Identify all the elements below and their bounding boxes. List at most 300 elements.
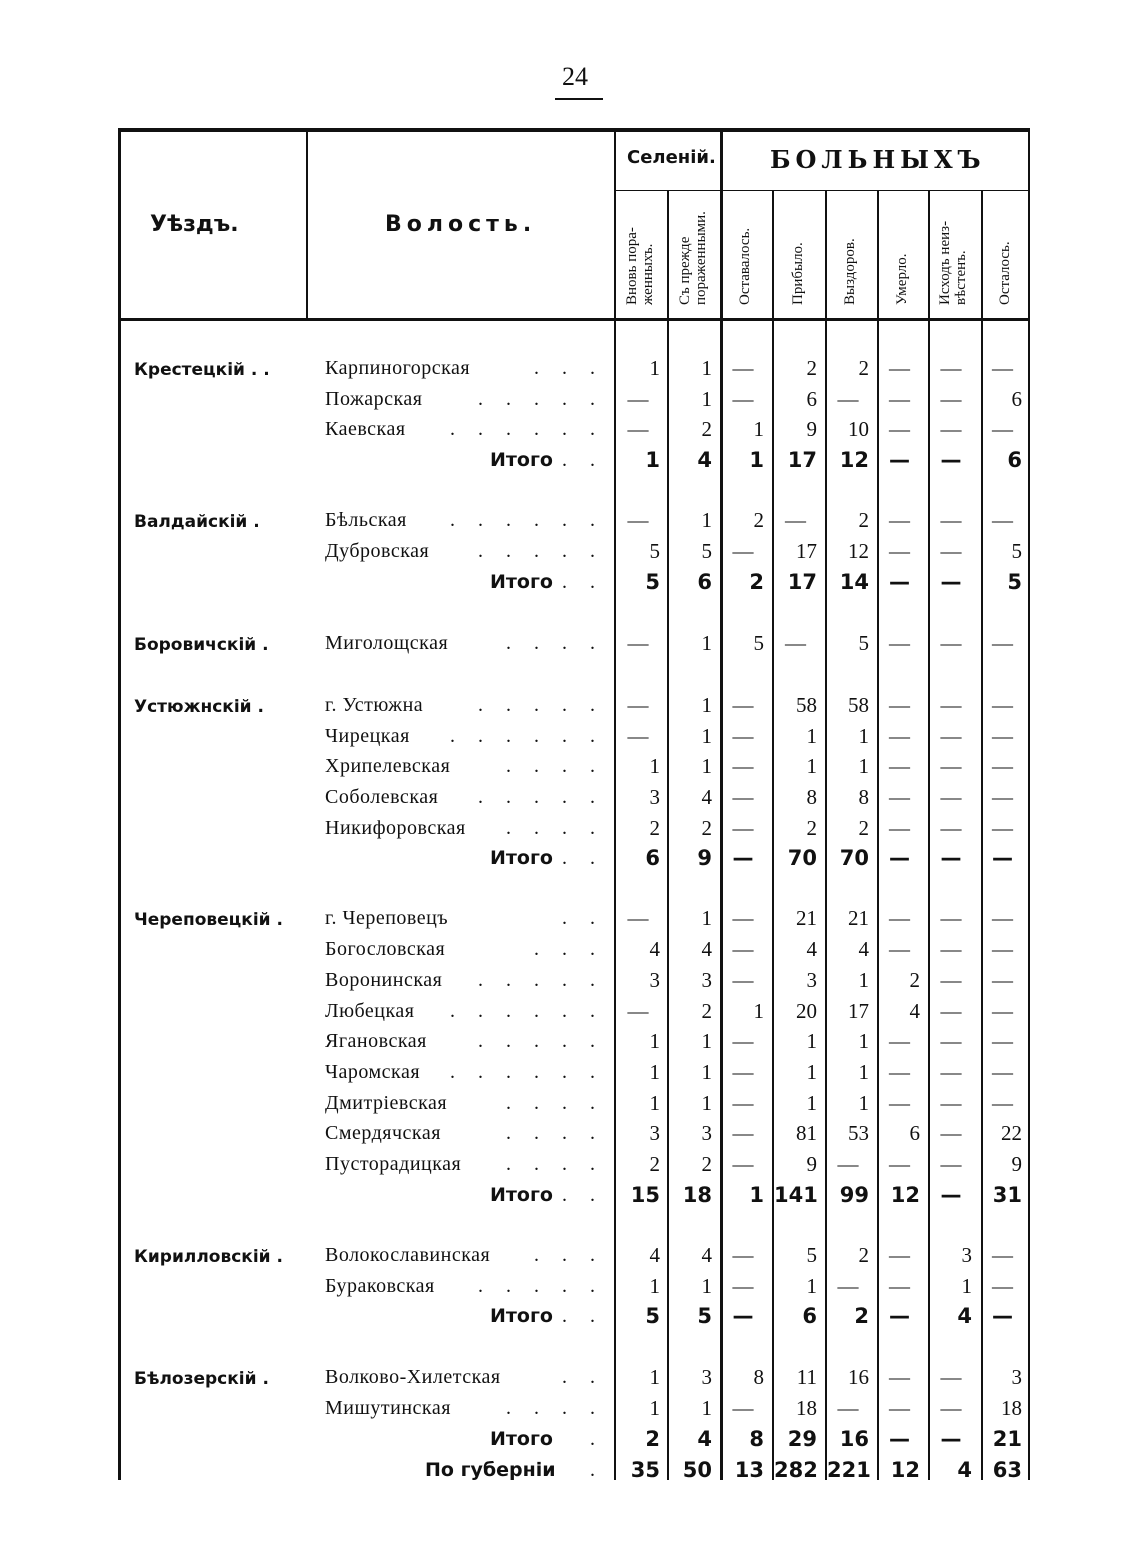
table-cell: — [992, 508, 1013, 532]
table-cell: 5 [701, 539, 712, 563]
column-header: Оставалось. [737, 227, 753, 305]
table-cell: 5 [645, 570, 660, 594]
table-cell: 2 [701, 816, 712, 840]
table-cell: 29 [787, 1427, 817, 1451]
table-cell: — [889, 570, 910, 594]
table-cell: — [889, 1091, 910, 1115]
table-cell: 21 [796, 906, 817, 930]
table-cell: 1 [858, 1060, 869, 1084]
volost-name: Бѣльская [325, 509, 407, 531]
table-cell: 5 [858, 631, 869, 655]
table-cell: — [992, 816, 1013, 840]
table-cell: 1 [649, 356, 660, 380]
column-header: Исходъ неиз- вѣстенъ. [937, 220, 969, 305]
table-cell: — [732, 1396, 754, 1420]
volost-name: Миголощская [325, 632, 449, 654]
dot-leader: . . . . . . [450, 725, 604, 747]
table-cell: — [992, 968, 1013, 992]
uezd-name: Устюжнскій . [134, 697, 264, 717]
table-cell: 4 [701, 937, 712, 961]
table-cell: — [732, 906, 754, 930]
table-cell: — [992, 1029, 1013, 1053]
table-cell: 4 [858, 937, 869, 961]
table-cell: — [889, 448, 910, 472]
table-cell: 1 [645, 448, 660, 472]
table-cell: — [992, 631, 1013, 655]
uezd-name: Валдайскій . [134, 512, 260, 532]
table-cell: — [940, 570, 962, 594]
uezd-name: Бѣлозерскій . [134, 1369, 269, 1389]
table-cell: — [889, 1304, 910, 1328]
table-cell: 1 [806, 1091, 817, 1115]
dot-leader: . . . [534, 1244, 604, 1266]
table-cell: 70 [787, 846, 817, 870]
table-cell: 3 [806, 968, 817, 992]
table-cell: 2 [649, 816, 660, 840]
table-cell: 6 [1007, 448, 1022, 472]
table-cell: 12 [839, 448, 869, 472]
table-cell: 1 [749, 1183, 764, 1207]
table-cell: 2 [806, 356, 817, 380]
table-cell: — [940, 539, 962, 563]
table-cell: — [732, 539, 754, 563]
table-cell: 2 [753, 508, 764, 532]
table-cell: 2 [858, 816, 869, 840]
table-cell: — [992, 999, 1013, 1023]
table-cell: — [992, 846, 1013, 870]
page-number: 24 [562, 62, 588, 91]
table-cell: — [992, 1091, 1013, 1115]
table-cell: — [940, 356, 962, 380]
table-cell: 4 [649, 937, 660, 961]
table-cell: — [837, 387, 859, 411]
volost-name: Богословская [325, 938, 446, 960]
table-cell: — [992, 906, 1013, 930]
table-cell: 9 [1011, 1152, 1022, 1176]
dot-leader: . . [562, 571, 604, 593]
volost-name: Никифоровская [325, 817, 466, 839]
dot-leader: . . [562, 847, 604, 869]
table-cell: 4 [909, 999, 920, 1023]
table-cell: — [940, 785, 962, 809]
table-cell: — [940, 1060, 962, 1084]
table-cell: 21 [992, 1427, 1022, 1451]
table-cell: — [889, 1060, 910, 1084]
table-cell: 35 [630, 1458, 660, 1482]
column-header: Вновь пора- женныхъ. [624, 227, 656, 305]
table-cell: — [627, 417, 649, 441]
table-cell: 8 [749, 1427, 764, 1451]
table-cell: 5 [806, 1243, 817, 1267]
table-cell: — [940, 1152, 962, 1176]
table-cell: — [992, 1274, 1013, 1298]
table-cell: — [627, 999, 649, 1023]
table-cell: — [627, 387, 649, 411]
table-cell: 22 [1001, 1121, 1022, 1145]
dot-leader: . [590, 1428, 604, 1450]
table-cell: — [889, 816, 910, 840]
volost-name: Волково-Хилетская [325, 1366, 501, 1388]
page-number-underline [555, 98, 603, 100]
table-cell: 1 [649, 1029, 660, 1053]
total-label: Итого [490, 1184, 553, 1206]
table-cell: 4 [649, 1243, 660, 1267]
table-cell: 16 [848, 1365, 869, 1389]
total-label: Итого [490, 1428, 553, 1450]
table-cell: 3 [649, 968, 660, 992]
table-cell: 20 [796, 999, 817, 1023]
table-cell: 11 [796, 1365, 817, 1389]
table-cell: — [940, 846, 962, 870]
table-cell: 9 [806, 417, 817, 441]
volost-name: Хрипелевская [325, 755, 451, 777]
table-cell: 31 [992, 1183, 1022, 1207]
table-cell: 1 [701, 1091, 712, 1115]
table-cell: 4 [701, 1243, 712, 1267]
table-cell: 1 [806, 1060, 817, 1084]
table-cell: 1 [701, 724, 712, 748]
table-cell: — [940, 968, 962, 992]
table-cell: 1 [649, 1396, 660, 1420]
dot-leader: . . . . . [478, 1275, 604, 1297]
table-cell: — [732, 1029, 754, 1053]
table-cell: — [732, 1274, 754, 1298]
table-cell: 6 [645, 846, 660, 870]
table-cell: — [992, 1304, 1013, 1328]
table-cell: — [992, 693, 1013, 717]
table-cell: — [732, 816, 754, 840]
table-cell: 1 [649, 1091, 660, 1115]
total-label: Итого [490, 571, 553, 593]
volost-name: г. Череповецъ [325, 907, 449, 929]
table-cell: 70 [839, 846, 869, 870]
table-cell: 6 [697, 570, 712, 594]
table-cell: — [732, 754, 754, 778]
dot-leader: . [590, 1459, 604, 1481]
table-cell: — [940, 448, 962, 472]
table-cell: — [940, 1029, 962, 1053]
table-cell: — [940, 754, 962, 778]
table-cell: — [992, 724, 1013, 748]
header-uezd: Уѣздъ. [150, 212, 239, 237]
table-cell: — [627, 906, 649, 930]
dot-leader: . . . . . . [450, 418, 604, 440]
table-cell: — [732, 846, 754, 870]
table-cell: 141 [774, 1183, 818, 1207]
table-cell: — [889, 356, 910, 380]
volost-name: Ягановская [325, 1030, 427, 1052]
table-cell: — [785, 508, 806, 532]
volost-name: Соболевская [325, 786, 439, 808]
table-cell: — [889, 754, 910, 778]
table-cell: 8 [858, 785, 869, 809]
dot-leader: . . . . [506, 1397, 604, 1419]
table-cell: 2 [701, 1152, 712, 1176]
table-cell: 3 [701, 1365, 712, 1389]
header-seleniy: Селеній. [627, 147, 716, 168]
table-cell: 81 [796, 1121, 817, 1145]
table-cell: — [940, 816, 962, 840]
volost-name: Воронинская [325, 969, 443, 991]
table-cell: 1 [701, 1060, 712, 1084]
dot-leader: . . . . [506, 1092, 604, 1114]
table-cell: 1 [701, 631, 712, 655]
volost-name: Карпиногорская [325, 357, 471, 379]
column-header: Съ прежде пораженными. [677, 211, 709, 305]
volost-name: Бураковская [325, 1275, 435, 1297]
table-cell: — [889, 539, 910, 563]
volost-name: Смердячская [325, 1122, 441, 1144]
table-cell: — [889, 785, 910, 809]
table-cell: — [940, 387, 962, 411]
table-cell: — [732, 1060, 754, 1084]
table-cell: 6 [806, 387, 817, 411]
table-cell: — [732, 693, 754, 717]
table-cell: 1 [753, 417, 764, 441]
volost-name: Волокославинская [325, 1244, 491, 1266]
table-cell: — [732, 785, 754, 809]
table-cell: — [889, 1152, 910, 1176]
table-cell: 8 [753, 1365, 764, 1389]
table-cell: — [732, 1091, 754, 1115]
table-cell: — [992, 754, 1013, 778]
table-cell: 1 [806, 1029, 817, 1053]
dot-leader: . . . . . . [450, 1061, 604, 1083]
table-right-border [1028, 130, 1030, 1480]
table-cell: 1 [806, 754, 817, 778]
table-cell: 1 [961, 1274, 972, 1298]
table-cell: 4 [697, 448, 712, 472]
dot-leader: . . . . [506, 1122, 604, 1144]
table-cell: — [732, 937, 754, 961]
table-cell: 53 [848, 1121, 869, 1145]
dot-leader: . . . . . [478, 1030, 604, 1052]
table-cell: — [889, 508, 910, 532]
table-cell: — [889, 1274, 910, 1298]
uezd-name: Кирилловскій . [134, 1247, 283, 1267]
table-cell: 1 [858, 968, 869, 992]
table-cell: — [940, 906, 962, 930]
table-cell: 4 [806, 937, 817, 961]
dot-leader: . . . [534, 938, 604, 960]
table-cell: — [940, 1183, 962, 1207]
table-cell: 5 [649, 539, 660, 563]
table-cell: 15 [630, 1183, 660, 1207]
table-cell: 17 [796, 539, 817, 563]
dot-leader: . . [562, 907, 604, 929]
volost-name: Пусторадицкая [325, 1153, 462, 1175]
table-cell: 10 [848, 417, 869, 441]
table-cell: — [627, 724, 649, 748]
table-cell: 1 [701, 508, 712, 532]
table-cell: 5 [753, 631, 764, 655]
table-cell: 1 [858, 754, 869, 778]
table-cell: 18 [682, 1183, 712, 1207]
dot-leader: . . . . [506, 817, 604, 839]
table-cell: 4 [957, 1458, 972, 1482]
volost-name: Пожарская [325, 388, 423, 410]
table-cell: 8 [806, 785, 817, 809]
table-cell: 4 [957, 1304, 972, 1328]
table-cell: — [889, 693, 910, 717]
dot-leader: . . . . . . [450, 509, 604, 531]
dot-leader: . . . . [506, 1153, 604, 1175]
table-cell: — [627, 508, 649, 532]
table-cell: 12 [890, 1183, 920, 1207]
table-cell: 2 [701, 999, 712, 1023]
table-cell: — [940, 724, 962, 748]
table-cell: — [940, 1121, 962, 1145]
table-cell: — [940, 937, 962, 961]
table-cell: 3 [701, 1121, 712, 1145]
table-cell: 1 [649, 1365, 660, 1389]
table-cell: 2 [649, 1152, 660, 1176]
table-cell: 2 [806, 816, 817, 840]
volost-name: Каевская [325, 418, 406, 440]
table-cell: — [627, 631, 649, 655]
table-cell: 5 [1007, 570, 1022, 594]
table-cell: — [940, 1427, 962, 1451]
table-cell: 16 [839, 1427, 869, 1451]
uezd-name: Боровичскій . [134, 635, 269, 655]
table-cell: — [732, 1121, 754, 1145]
table-cell: 1 [858, 1091, 869, 1115]
table-cell: — [889, 937, 910, 961]
table-cell: 4 [701, 785, 712, 809]
header-volost: Волость. [385, 212, 537, 237]
table-cell: 282 [774, 1458, 818, 1482]
table-cell: 221 [827, 1458, 871, 1482]
table-cell: 6 [909, 1121, 920, 1145]
header-bolnykh: БОЛЬНЫХЪ [770, 145, 986, 174]
total-label: По губерніи [425, 1459, 556, 1481]
table-cell: 2 [854, 1304, 869, 1328]
table-cell: — [732, 387, 754, 411]
table-cell: — [940, 693, 962, 717]
table-cell: 50 [682, 1458, 712, 1482]
total-label: Итого [490, 449, 553, 471]
table-cell: — [889, 1427, 910, 1451]
column-header: Умерло. [894, 253, 910, 305]
table-cell: — [992, 417, 1013, 441]
table-cell: 2 [645, 1427, 660, 1451]
table-cell: 6 [1011, 387, 1022, 411]
column-header: Осталось. [997, 241, 1013, 305]
table-cell: 3 [961, 1243, 972, 1267]
table-cell: — [940, 1091, 962, 1115]
table-cell: 18 [1001, 1396, 1022, 1420]
table-cell: 21 [848, 906, 869, 930]
volost-name: г. Устюжна [325, 694, 424, 716]
dot-leader: . . . . . [478, 969, 604, 991]
table-cell: — [889, 1243, 910, 1267]
table-cell: — [889, 1029, 910, 1053]
table-cell: — [992, 1243, 1013, 1267]
dot-leader: . . . . . [478, 694, 604, 716]
table-cell: 13 [734, 1458, 764, 1482]
table-cell: 9 [697, 846, 712, 870]
table-cell: 3 [649, 785, 660, 809]
table-cell: — [992, 356, 1013, 380]
table-left-border [118, 128, 121, 1480]
dot-leader: . . [562, 1184, 604, 1206]
table-cell: 12 [890, 1458, 920, 1482]
dot-leader: . . [562, 1305, 604, 1327]
table-cell: — [940, 999, 962, 1023]
table-cell: 1 [701, 906, 712, 930]
table-cell: 1 [753, 999, 764, 1023]
table-cell: — [732, 968, 754, 992]
table-cell: 1 [806, 724, 817, 748]
table-cell: — [732, 1243, 754, 1267]
table-cell: 2 [858, 356, 869, 380]
table-cell: 1 [701, 754, 712, 778]
uezd-name: Крестецкій . . [134, 360, 270, 380]
table-cell: 2 [858, 508, 869, 532]
table-cell: 2 [858, 1243, 869, 1267]
table-cell: — [889, 387, 910, 411]
table-cell: — [732, 356, 754, 380]
dot-leader: . . . . [506, 632, 604, 654]
table-cell: 58 [848, 693, 869, 717]
total-label: Итого [490, 847, 553, 869]
dot-leader: . . . . [506, 755, 604, 777]
table-cell: 58 [796, 693, 817, 717]
table-cell: 1 [701, 693, 712, 717]
table-cell: 18 [796, 1396, 817, 1420]
table-cell: — [889, 724, 910, 748]
table-cell: — [889, 417, 910, 441]
table-cell: 3 [1011, 1365, 1022, 1389]
table-cell: — [940, 508, 962, 532]
table-cell: — [940, 1396, 962, 1420]
bolnykh-underline [720, 190, 1028, 191]
volost-name: Дмитріевская [325, 1092, 448, 1114]
table-cell: 12 [848, 539, 869, 563]
table-cell: 1 [701, 1396, 712, 1420]
table-cell: 5 [697, 1304, 712, 1328]
table-cell: — [940, 1365, 962, 1389]
table-cell: — [837, 1274, 859, 1298]
table-cell: 5 [645, 1304, 660, 1328]
table-cell: — [889, 631, 910, 655]
table-cell: 1 [701, 1029, 712, 1053]
table-cell: 1 [701, 1274, 712, 1298]
table-cell: 4 [697, 1427, 712, 1451]
dot-leader: . . . [534, 357, 604, 379]
table-cell: 6 [802, 1304, 817, 1328]
table-cell: 1 [649, 754, 660, 778]
table-cell: — [732, 1152, 754, 1176]
dot-leader: . . [562, 449, 604, 471]
table-cell: 1 [749, 448, 764, 472]
table-cell: 2 [701, 417, 712, 441]
table-cell: — [992, 1060, 1013, 1084]
volost-name: Чирецкая [325, 725, 410, 747]
table-cell: 3 [649, 1121, 660, 1145]
table-cell: 2 [749, 570, 764, 594]
table-cell: — [837, 1396, 859, 1420]
dot-leader: . . . . . [478, 388, 604, 410]
table-cell: 1 [701, 356, 712, 380]
table-cell: — [889, 1396, 910, 1420]
table-cell: 17 [787, 570, 817, 594]
table-cell: — [940, 417, 962, 441]
column-divider [306, 130, 308, 320]
table-cell: — [732, 724, 754, 748]
table-cell: — [889, 1365, 910, 1389]
table-cell: 14 [839, 570, 869, 594]
